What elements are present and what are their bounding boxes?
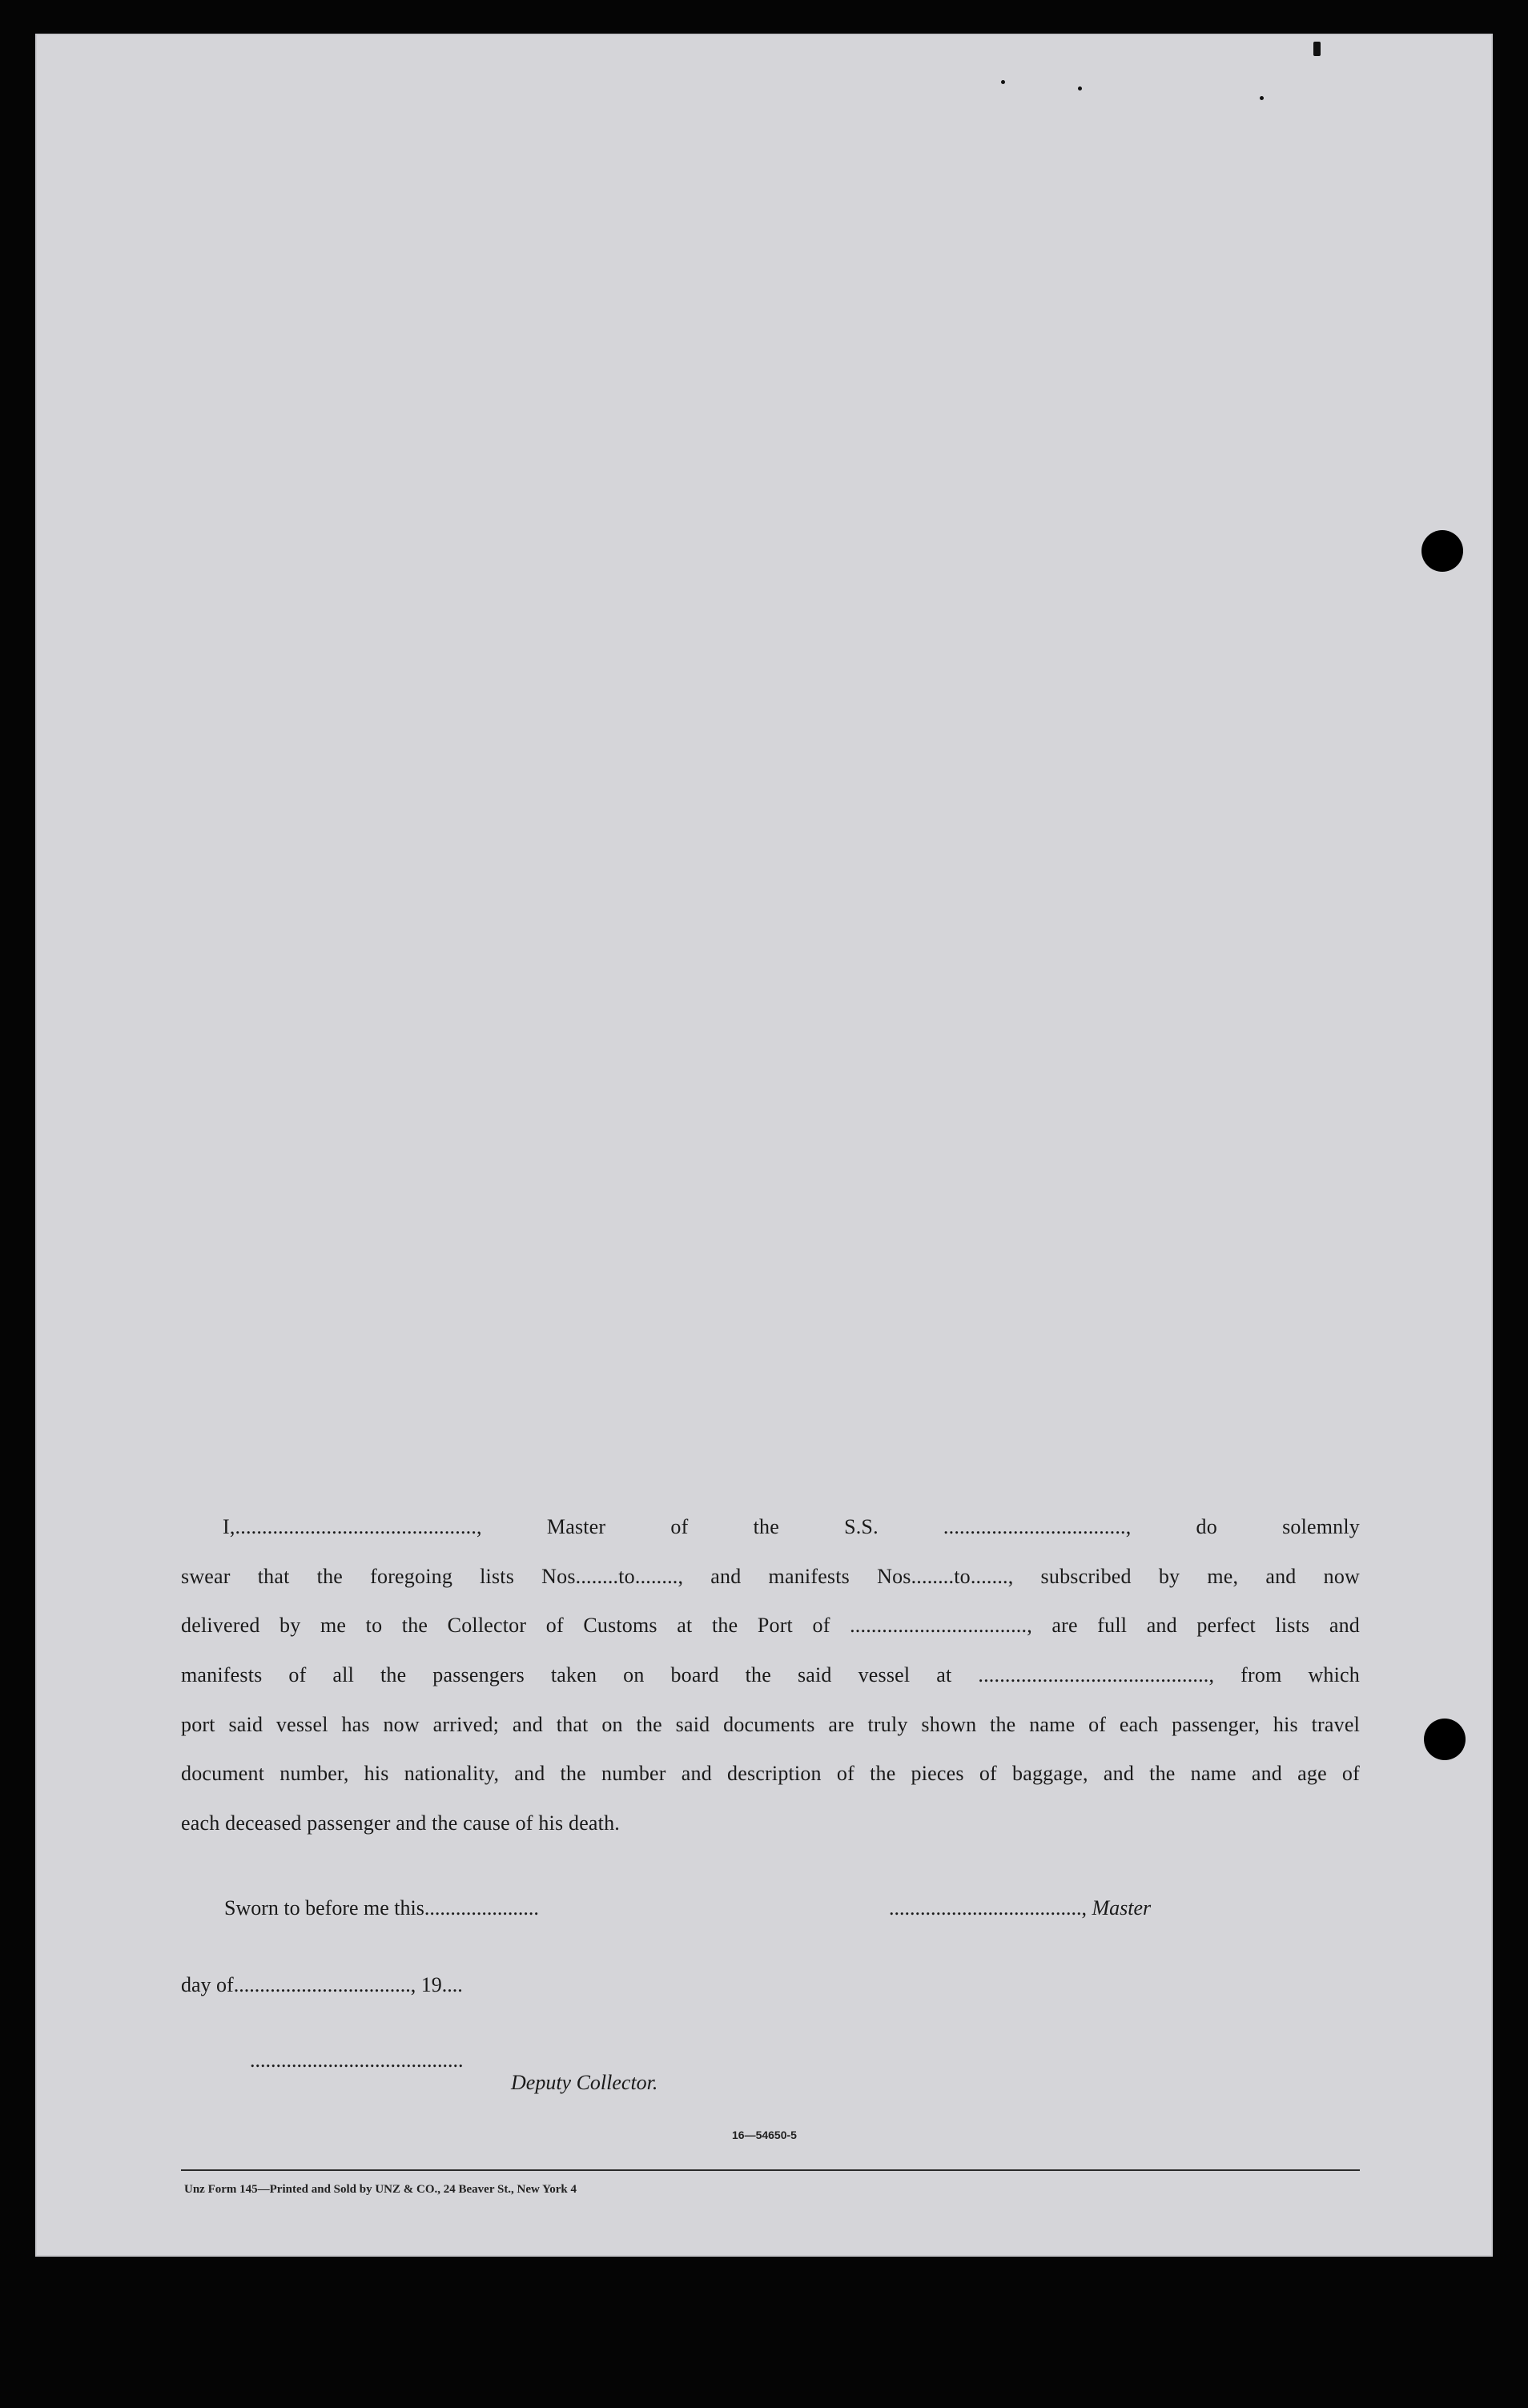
scan-speck xyxy=(1313,42,1321,56)
oath-text: manifests of all the passengers taken on board the said vessel at xyxy=(181,1663,952,1686)
oath-text: ..........................................., from which xyxy=(978,1663,1360,1686)
punch-hole xyxy=(1421,530,1463,572)
oath-text: .................................., do solemnly xyxy=(943,1515,1360,1538)
day-of-line: day of.................................., 19.... xyxy=(181,1973,463,1996)
master-signature-line xyxy=(889,1896,1151,1920)
printer-imprint: Unz Form 145—Printed and Sold by UNZ & CO., 24 Beaver St., New York 4 xyxy=(184,2183,577,2196)
footer-rule xyxy=(181,2169,1360,2171)
deputy-collector-label: Deputy Collector. xyxy=(511,2071,658,2094)
oath-line xyxy=(181,1511,1360,1543)
sworn-line: Sworn to before me this...................... xyxy=(224,1896,539,1920)
oath-line xyxy=(181,1659,1360,1691)
oath-line: each deceased passenger and the cause of his death. xyxy=(181,1811,620,1835)
oath-line xyxy=(181,1610,1360,1642)
oath-line: swear that the foregoing lists Nos........to........, and manifests Nos........to......., subscribed by me, and now xyxy=(181,1565,1360,1588)
deputy-signature-dots: ......................................... xyxy=(250,2048,464,2072)
scan-speck xyxy=(1001,80,1005,84)
scan-speck xyxy=(1078,86,1082,90)
master-dots: ....................................., xyxy=(889,1896,1087,1920)
punch-hole xyxy=(1424,1719,1466,1760)
oath-line: document number, his nationality, and the number and description of the pieces of baggage, and the name and age of xyxy=(181,1762,1360,1785)
oath-text: ................................., are full and perfect lists and xyxy=(850,1614,1361,1637)
master-label: Master xyxy=(1092,1896,1152,1920)
document-page xyxy=(35,34,1493,2257)
scan-speck xyxy=(1260,96,1264,100)
oath-line: port said vessel has now arrived; and that on the said documents are truly shown the name of each passenger, his travel xyxy=(181,1713,1360,1736)
form-number: 16—54650-5 xyxy=(732,2129,797,2141)
oath-text: delivered by me to the Collector of Customs at the Port of xyxy=(181,1614,830,1637)
oath-text: I,............................................., Master of the S.S. xyxy=(223,1515,879,1538)
